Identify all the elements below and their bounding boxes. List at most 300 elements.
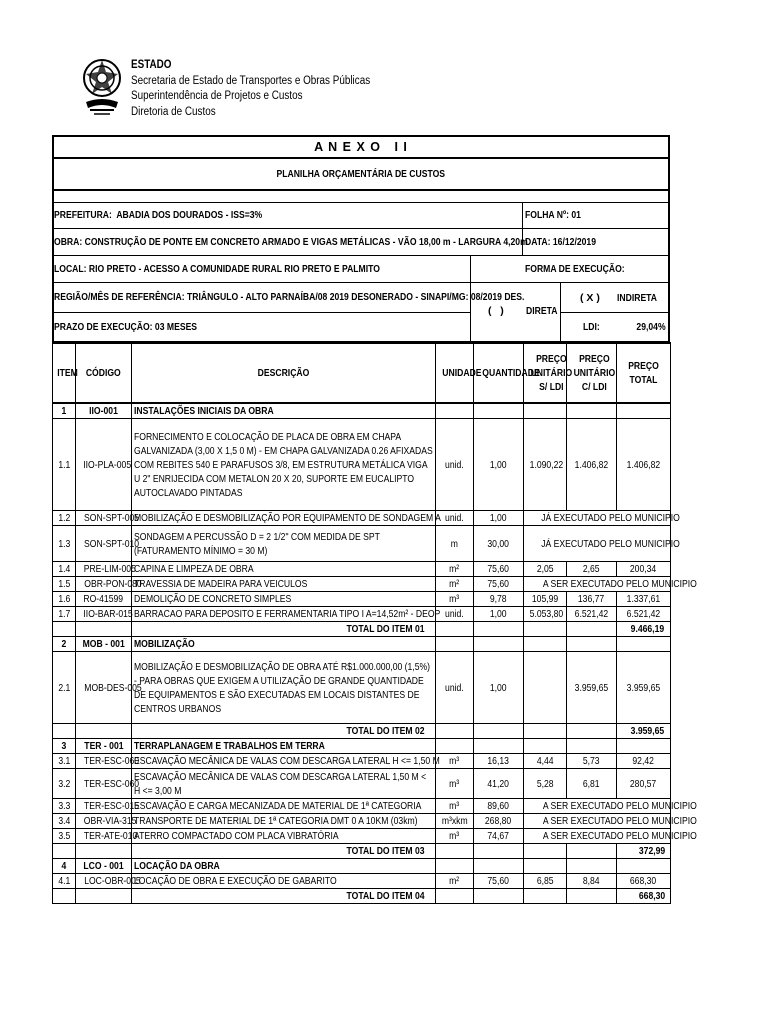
item-description [132,769,436,799]
item-quantity-text: 41,20 [487,777,510,790]
item-code-text: SON-SPT-005 [84,512,140,524]
item-code [76,799,140,814]
org-line: Diretoria de Custos [131,105,216,118]
subtotal-value-text: 9.466,19 [630,623,665,635]
empty-cell [524,622,567,637]
item-code-text: TER-ESC-060 [84,755,140,767]
item-code-text: TER-ESC-015 [84,800,140,812]
item-code-text: IIO-BAR-015 [83,608,133,620]
direta-checkbox: ( ) [488,305,504,317]
item-quantity [474,526,524,562]
item-number-text: 1.3 [58,537,70,550]
empty-cell [436,844,474,859]
item-description [132,577,436,592]
subtotal-row [53,724,671,739]
item-description [132,814,436,829]
unit-price-no-ldi [524,592,567,607]
item-unit-text: m³ [449,777,460,790]
item-code [76,607,132,622]
item-description [132,607,441,622]
item-number-text: 2 [61,638,67,650]
execution-note-text: A SER EXECUTADO PELO MUNICIPIO [542,800,697,812]
item-number-text: 4.1 [58,875,70,887]
total-price-text: 92,42 [632,755,655,767]
item-description-text: TRAVESSIA DE MADEIRA PARA VEICULOS [134,578,308,590]
unit-price-with-ldi [567,562,617,577]
item-quantity [474,754,524,769]
empty-cell [567,637,617,652]
item-description [132,637,436,652]
item-number-text: 3.1 [58,755,70,767]
table-row [53,577,671,592]
item-number [53,769,76,799]
empty-cell [567,889,617,904]
col-header-codigo: CÓDIGO [76,343,132,403]
item-number-text: 1.1 [58,458,70,471]
empty-cell [436,637,474,652]
item-number [53,739,76,754]
item-description-text: CAPINA E LIMPEZA DE OBRA [134,563,254,575]
empty-cell [524,739,567,754]
item-quantity-text: 74,67 [487,830,510,842]
total-price [617,419,671,511]
table-body [53,403,697,904]
item-number-text: 3.2 [58,777,70,790]
group-header-row [53,637,671,652]
item-quantity-text: 75,60 [487,875,510,887]
subtotal-value-text: 668,30 [638,890,666,902]
unit-price-with-ldi-text: 6.521,42 [574,608,609,620]
item-description-text: ESCAVAÇÃO MECÂNICA DE VALAS COM DESCARGA LATERAL 1,50 M < H <= 3,00 M [134,770,427,797]
item-unit-text: m² [449,875,460,887]
item-description [132,829,436,844]
execution-note [524,829,697,844]
unit-price-with-ldi [567,874,617,889]
total-price-text: 280,57 [630,777,657,790]
item-unit-text: m² [449,578,460,590]
empty-cell [617,859,671,874]
item-description-text: DEMOLIÇÃO DE CONCRETO SIMPLES [134,593,292,605]
total-price-text: 1.337,61 [626,593,661,605]
item-code-text: LCO - 001 [83,860,124,872]
col-header-preco-total: PREÇO TOTAL [617,343,671,403]
item-description [132,419,436,511]
item-number-text: 1.2 [58,512,70,524]
item-description [132,526,436,562]
item-unit [436,874,474,889]
item-number [53,562,76,577]
org-line: ESTADO [131,59,172,71]
empty-cell [524,403,567,419]
item-unit [436,754,474,769]
item-code-text: MOB-DES-005 [84,681,142,694]
state-crest-logo [80,52,124,124]
item-number-text: 3.4 [58,815,70,827]
item-number-text: 3.5 [58,830,70,842]
item-number [53,652,76,724]
item-code-text: LOC-OBR-005 [84,875,141,887]
item-quantity-text: 30,00 [487,537,510,550]
indireta-label: INDIRETA [617,292,658,304]
empty-cell [524,859,567,874]
item-number [53,874,76,889]
empty-cell [76,622,132,637]
item-unit-text: m³ [449,593,460,605]
unit-price-with-ldi-text: 8,84 [583,875,600,887]
group-header-row [53,859,671,874]
item-unit [436,829,474,844]
empty-cell [436,889,474,904]
item-quantity-text: 16,13 [487,755,510,767]
unit-price-no-ldi-text: 2,05 [536,563,554,575]
item-description-text: INSTALAÇÕES INICIAIS DA OBRA [134,405,274,417]
execution-note-text: A SER EXECUTADO PELO MUNICIPIO [542,830,697,842]
item-code-text: RO-41599 [83,593,124,605]
item-code-text: IIO-001 [89,405,118,417]
item-code-text: SON-SPT-010 [84,537,140,550]
item-description [132,403,436,419]
empty-cell [474,889,524,904]
item-description-text: ESCAVAÇÃO MECÂNICA DE VALAS COM DESCARGA LATERAL H <= 1,50 M [134,755,440,767]
direta-label: DIRETA [526,305,558,317]
item-quantity [474,769,524,799]
local-field: LOCAL: RIO PRETO - ACESSO A COMUNIDADE RURAL RIO PRETO E PALMITO [54,262,380,275]
item-code [76,814,137,829]
item-code [76,829,138,844]
unit-price-with-ldi [567,607,617,622]
item-quantity-text: 1,00 [490,681,507,694]
table-row [53,526,671,562]
item-code [76,511,140,526]
item-unit [436,799,474,814]
unit-price-no-ldi-text: 4,44 [536,755,554,767]
item-description-text: LOCAÇÃO DE OBRA E EXECUÇÃO DE GABARITO [134,875,337,887]
item-code [76,739,132,754]
unit-price-with-ldi [567,754,617,769]
total-price [617,652,671,724]
item-code [76,859,132,874]
item-unit-text: m [450,537,459,550]
item-number-text: 1.5 [58,578,70,590]
item-description [132,859,436,874]
subtotal-value-text: 3.959,65 [630,725,665,737]
annex-title: A N E X O I I [314,140,408,154]
unit-price-with-ldi [567,419,617,511]
item-number [53,829,76,844]
item-number [53,799,76,814]
empty-cell [76,889,132,904]
total-price-text: 6.521,42 [626,608,661,620]
item-quantity [474,607,524,622]
ldi-label: LDI: [583,321,600,333]
item-unit [436,577,474,592]
org-line: Superintendência de Projetos e Custos [131,90,303,102]
item-unit [436,592,474,607]
unit-price-with-ldi-text: 6,81 [583,777,600,790]
item-quantity [474,814,524,829]
empty-cell [76,844,132,859]
execution-note [524,577,697,592]
item-unit [436,511,474,526]
empty-cell [474,724,524,739]
item-description-text: SONDAGEM A PERCUSSÃO D = 2 1/2" COM MEDIDA DE SPT (FATURAMENTO MÍNIMO = 30 M) [134,530,380,557]
item-description-text: TRANSPORTE DE MATERIAL DE 1ª CATEGORIA DMT 0 A 10KM (03km) [134,815,418,827]
unit-price-no-ldi-text: 5,28 [536,777,554,790]
subtotal-label [132,622,436,637]
regiao-field: REGIÃO/MÊS DE REFERÊNCIA: TRIÂNGULO - ALTO PARNAÍBA/08 2019 DESONERADO - SINAPI/MG: 08/2019 DES. [54,291,525,303]
item-quantity [474,577,524,592]
item-number [53,577,76,592]
item-code-text: OBR-PON-080 [84,578,142,590]
empty-cell [524,637,567,652]
prefeitura-field: PREFEITURA: ABADIA DOS DOURADOS - ISS=3% [54,209,263,221]
unit-price-with-ldi [567,769,617,799]
unit-price-with-ldi [567,652,617,724]
table-row [53,511,671,526]
item-quantity-text: 1,00 [490,458,507,471]
subtotal-label [132,724,436,739]
table-row [53,607,671,622]
total-price [617,592,671,607]
unit-price-with-ldi-text: 3.959,65 [574,681,609,694]
item-unit [436,526,474,562]
item-number [53,637,76,652]
item-quantity [474,652,524,724]
execution-note-text: JÁ EXECUTADO PELO MUNICIPIO [541,537,680,550]
item-code [76,577,142,592]
empty-cell [436,403,474,419]
item-code [76,754,140,769]
item-description-text: ATERRO COMPACTADO COM PLACA VIBRATÓRIA [134,830,339,842]
item-description [132,652,436,724]
item-number-text: 4 [61,860,67,872]
total-price [617,754,671,769]
item-description [132,739,436,754]
empty-cell [474,403,524,419]
item-code [76,769,140,799]
unit-price-with-ldi [567,592,617,607]
item-number [53,403,76,419]
item-number-text: 1 [61,405,67,417]
item-quantity-text: 268,80 [485,815,512,827]
folha-field: FOLHA Nº: 01 [525,209,581,221]
empty-cell [474,739,524,754]
col-header-quantidade: QUANTIDADE [474,343,524,403]
execution-note-text: JÁ EXECUTADO PELO MUNICIPIO [541,512,680,524]
indireta-checkbox: ( X ) [580,292,600,304]
table-row [53,874,671,889]
total-price [617,769,671,799]
table-row [53,562,671,577]
empty-cell [567,859,617,874]
item-quantity [474,511,524,526]
unit-price-no-ldi [524,419,567,511]
item-unit [436,652,474,724]
item-quantity-text: 1,00 [490,608,507,620]
table-row [53,754,671,769]
unit-price-with-ldi-text: 5,73 [583,755,600,767]
obra-field: OBRA: CONSTRUÇÃO DE PONTE EM CONCRETO ARMADO E VIGAS METÁLICAS - VÃO 18,00 m - LARGURA 4,20m [54,235,528,248]
unit-price-no-ldi-text: 105,99 [531,593,559,605]
item-quantity [474,799,524,814]
item-unit [436,814,474,829]
execution-note [524,511,680,526]
item-number [53,814,76,829]
item-description [132,511,441,526]
forma-execucao-label: FORMA DE EXECUÇÃO: [525,262,625,275]
unit-price-no-ldi [524,652,567,724]
item-code-text: TER-ESC-060 [84,777,140,790]
item-quantity [474,592,524,607]
organization-header [131,58,370,120]
item-number [53,592,76,607]
item-number [53,607,76,622]
unit-price-with-ldi-text: 2,65 [583,563,600,575]
unit-price-no-ldi-text: 1.090,22 [529,458,564,471]
total-price-text: 3.959,65 [626,681,661,694]
subtotal-value [617,889,671,904]
item-quantity-text: 75,60 [487,563,510,575]
item-quantity [474,562,524,577]
item-number [53,526,76,562]
col-header-item: ITEM [53,343,76,403]
empty-cell [436,739,474,754]
item-quantity [474,874,524,889]
item-number [53,754,76,769]
subtotal-label [132,889,436,904]
empty-cell [524,844,567,859]
unit-price-no-ldi [524,562,567,577]
subtotal-row [53,889,671,904]
item-quantity-text: 9,78 [490,593,507,605]
item-description-text: MOBILIZAÇÃO [134,638,195,650]
data-field: DATA: 16/12/2019 [525,235,596,248]
item-number-text: 1.6 [58,593,70,605]
item-unit-text: m³ [449,800,460,812]
total-price [617,562,671,577]
empty-cell [567,724,617,739]
item-quantity-text: 75,60 [487,578,510,590]
item-description [132,799,436,814]
table-row [53,652,671,724]
item-number-text: 3 [61,740,67,752]
item-unit [436,769,474,799]
item-code [76,562,136,577]
subtotal-label [132,844,436,859]
execution-note-text: A SER EXECUTADO PELO MUNICIPIO [542,578,697,590]
subtotal-label-text: TOTAL DO ITEM 03 [346,845,425,857]
empty-cell [436,724,474,739]
prazo-field: PRAZO DE EXECUÇÃO: 03 MESES [54,321,198,333]
item-code [76,526,140,562]
unit-price-no-ldi [524,754,567,769]
item-number-text: 1.7 [58,608,70,620]
empty-cell [53,622,76,637]
item-code [76,419,132,511]
table-row [53,769,671,799]
empty-cell [436,859,474,874]
unit-price-no-ldi [524,769,567,799]
empty-cell [53,889,76,904]
empty-cell [474,622,524,637]
sheet-title: PLANILHA ORÇAMENTÁRIA DE CUSTOS [276,168,446,180]
execution-note [524,526,680,562]
item-unit-text: unid. [445,458,464,471]
subtotal-row [53,844,671,859]
execution-note-text: A SER EXECUTADO PELO MUNICIPIO [542,815,697,827]
item-quantity [474,419,524,511]
empty-cell [617,403,671,419]
item-description-text: TERRAPLANAGEM E TRABALHOS EM TERRA [134,740,325,752]
table-row [53,799,671,814]
total-price [617,874,671,889]
item-unit [436,562,474,577]
item-description-text: MOBILIZAÇÃO E DESMOBILIZAÇÃO POR EQUIPAMENTO DE SONDAGEM A [134,512,441,524]
item-code-text: TER - 001 [83,740,124,752]
subtotal-label-text: TOTAL DO ITEM 02 [346,725,425,737]
item-unit-text: unid. [445,512,464,524]
empty-cell [436,622,474,637]
total-price-text: 1.406,82 [626,458,661,471]
item-description-text: FORNECIMENTO E COLOCAÇÃO DE PLACA DE OBRA EM CHAPA GALVANIZADA (3,00 X 1,5 0 M) - EM CHAPA GALVANIZADA 0.26 AFIXADAS COM REBITES 540 E PARAFUSOS 3/8, EM ESTRUTURA METÁLICA VIGA U 2" ENRIJECIDA COM METALON 20 X 20, SUPORTE EM EUCALIPTO AUTOCLAVADO PINTADAS [134,430,433,499]
empty-cell [567,622,617,637]
item-code-text: PRE-LIM-005 [83,563,136,575]
total-price-text: 200,34 [630,563,657,575]
item-code-text: OBR-VIA-315 [83,815,137,827]
item-unit-text: m² [449,563,460,575]
item-description [132,562,436,577]
item-code-text: IIO-PLA-005 [83,458,132,471]
item-number [53,419,76,511]
item-unit-text: m³xkm [441,815,468,827]
subtotal-row [53,622,671,637]
unit-price-no-ldi-text: 6,85 [536,875,554,887]
table-row [53,592,671,607]
item-unit-text: unid. [445,608,464,620]
item-code [76,874,141,889]
table-row [53,814,671,829]
execution-note [524,814,697,829]
total-price-text: 668,30 [630,875,657,887]
unit-price-no-ldi-text: 5.053,80 [529,608,564,620]
group-header-row [53,403,671,419]
item-quantity-text: 89,60 [487,800,510,812]
unit-price-with-ldi-text: 1.406,82 [574,458,609,471]
group-header-row [53,739,671,754]
item-description-text: BARRACAO PARA DEPOSITO E FERRAMENTARIA TIPO I A=14,52m² - DEOP [134,608,441,620]
item-unit-text: unid. [445,681,464,694]
unit-price-no-ldi [524,874,567,889]
col-header-preco-com-ldi: PREÇO UNITÁRIO C/ LDI [567,343,617,403]
col-header-unidade: UNIDADE [436,343,474,403]
unit-price-with-ldi-text: 136,77 [578,593,605,605]
empty-cell [53,724,76,739]
org-line: Secretaria de Estado de Transportes e Obras Públicas [131,74,371,87]
empty-cell [567,403,617,419]
empty-cell [617,637,671,652]
execution-note [524,799,697,814]
empty-cell [524,724,567,739]
item-description-text: MOBILIZAÇÃO E DESMOBILIZAÇÃO DE OBRA ATÉ R$1.000.000,00 (1,5%) - PARA OBRAS QUE EXIGEM A UTILIZAÇÃO DE GRANDE QUANTIDADE DE EQUIPAMENTOS E SÃO EXECUTADAS EM LOCAIS DISTANTES DE CENTROS URBANOS [134,660,431,715]
empty-cell [474,844,524,859]
empty-cell [53,844,76,859]
item-description [132,874,436,889]
item-number-text: 1.4 [58,563,70,575]
subtotal-value [617,622,671,637]
item-description [132,592,436,607]
table-header-row [53,343,671,403]
total-price [617,607,671,622]
